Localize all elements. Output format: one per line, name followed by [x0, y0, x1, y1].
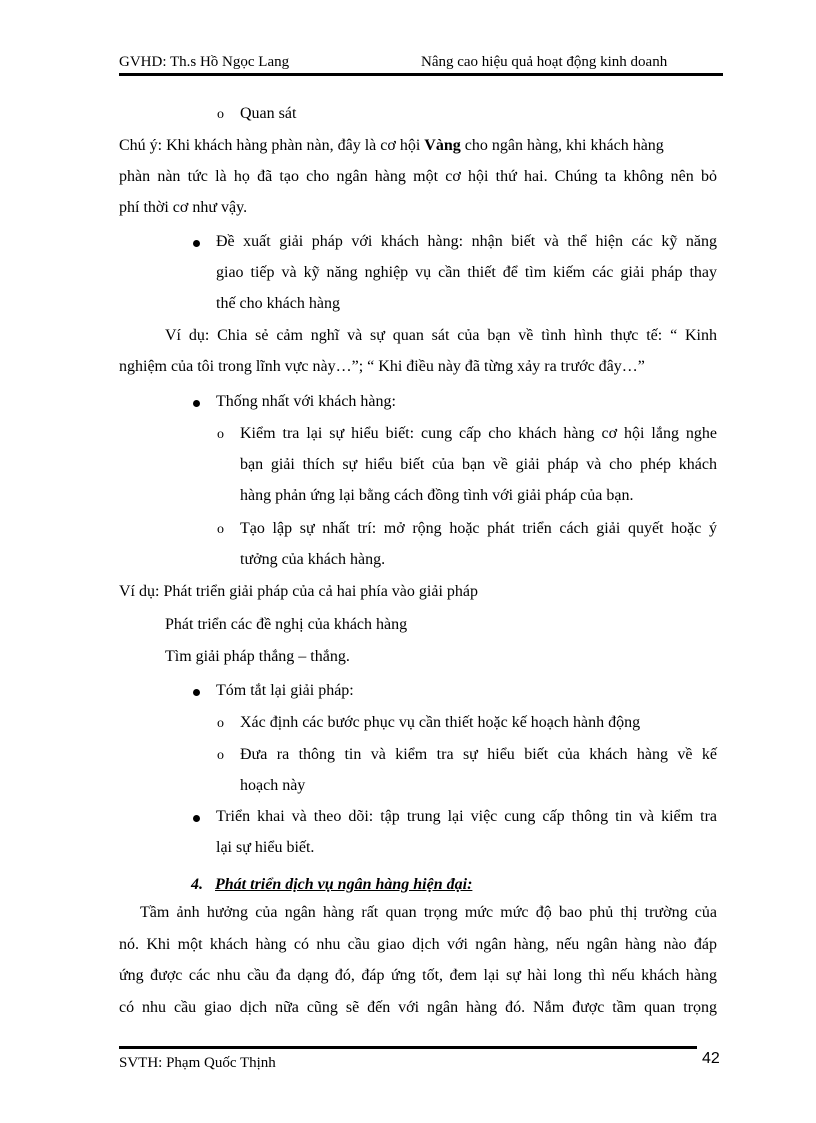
disc-bullet-icon [193, 240, 200, 247]
text-line: Tầm ảnh hưởng của ngân hàng rất quan trọng mức mức độ bao phủ thị trường của [140, 904, 717, 921]
text-line: thế cho khách hàng [216, 295, 340, 312]
text-line: Kiểm tra lại sự hiểu biết: cung cấp cho khách hàng cơ hội lắng nghe [240, 425, 717, 442]
text-line: hoạch này [240, 777, 306, 794]
text-line: Ví dụ: Phát triển giải pháp của cả hai phía vào giải pháp [119, 583, 478, 600]
circle-bullet-icon: o [217, 748, 224, 763]
header-title: Nâng cao hiệu quả hoạt động kinh doanh [421, 54, 668, 70]
text-line: Đưa ra thông tin và kiểm tra sự hiểu biết của khách hàng về kế [240, 746, 717, 763]
page-number: 42 [702, 1050, 720, 1067]
text-line: Tóm tắt lại giải pháp: [216, 682, 354, 699]
text-line: Quan sát [240, 105, 297, 122]
bold-word: Vàng [424, 137, 461, 154]
text-line: Tạo lập sự nhất trí: mở rộng hoặc phát triển cách giải quyết hoặc ý [240, 520, 717, 537]
disc-bullet-icon [193, 815, 200, 822]
header-supervisor: GVHD: Th.s Hồ Ngọc Lang [119, 54, 290, 70]
footer-rule [119, 1046, 697, 1049]
text-line: Thống nhất với khách hàng: [216, 393, 396, 410]
text-line: Chú ý: Khi khách hàng phàn nàn, đây là cơ hội Vàng cho ngân hàng, khi khách hàng [119, 137, 664, 154]
disc-bullet-icon [193, 689, 200, 696]
section-number: 4. [191, 876, 203, 893]
circle-bullet-icon: o [217, 522, 224, 537]
footer-author: SVTH: Phạm Quốc Thịnh [119, 1055, 276, 1071]
text-line: bạn giải thích sự hiểu biết của bạn về giải pháp và cho phép khách [240, 456, 717, 473]
disc-bullet-icon [193, 400, 200, 407]
text-line: Tìm giải pháp thắng – thắng. [165, 648, 350, 665]
text-line: nó. Khi một khách hàng có nhu cầu giao dịch với ngân hàng, nếu ngân hàng nào đáp [119, 936, 717, 953]
text-line: có nhu cầu giao dịch nữa cũng sẽ đến với ngân hàng đó. Nắm được tầm quan trọng [119, 999, 717, 1016]
text-line: phí thời cơ như vậy. [119, 199, 248, 216]
text-line: Phát triển các đề nghị của khách hàng [165, 616, 408, 633]
circle-bullet-icon: o [217, 427, 224, 442]
circle-bullet-icon: o [217, 716, 224, 731]
text-line: phàn nàn tức là họ đã tạo cho ngân hàng một cơ hội thứ hai. Chúng ta không nên bỏ [119, 168, 717, 185]
text-line: lại sự hiểu biết. [216, 839, 315, 856]
text-line: Xác định các bước phục vụ cần thiết hoặc kế hoạch hành động [240, 714, 641, 731]
text-line: nghiệm của tôi trong lĩnh vực này…”; “ Khi điều này đã từng xảy ra trước đây…” [119, 358, 645, 375]
section-heading [191, 869, 472, 900]
section-title: Phát triển dịch vụ ngân hàng hiện đại: [215, 876, 473, 893]
text-line: Ví dụ: Chia sẻ cảm nghĩ và sự quan sát của bạn về tình hình thực tế: “ Kinh [165, 327, 717, 344]
circle-bullet-icon: o [217, 107, 224, 122]
text-line: hàng phản ứng lại bằng cách đồng tình với giải pháp của bạn. [240, 487, 634, 504]
header-rule [119, 73, 723, 76]
text-line: giao tiếp và kỹ năng nghiệp vụ cần thiết để tìm kiếm các giải pháp thay [216, 264, 717, 281]
text-line: Triển khai và theo dõi: tập trung lại việc cung cấp thông tin và kiểm tra [216, 808, 717, 825]
text-line: Đề xuất giải pháp với khách hàng: nhận biết và thể hiện các kỹ năng [216, 233, 717, 250]
text-line: ứng được các nhu cầu đa dạng đó, đáp ứng tốt, đem lại sự hài long thì nếu khách hàng [119, 967, 717, 984]
page-header [119, 52, 723, 74]
text-line: tưởng của khách hàng. [240, 551, 386, 568]
